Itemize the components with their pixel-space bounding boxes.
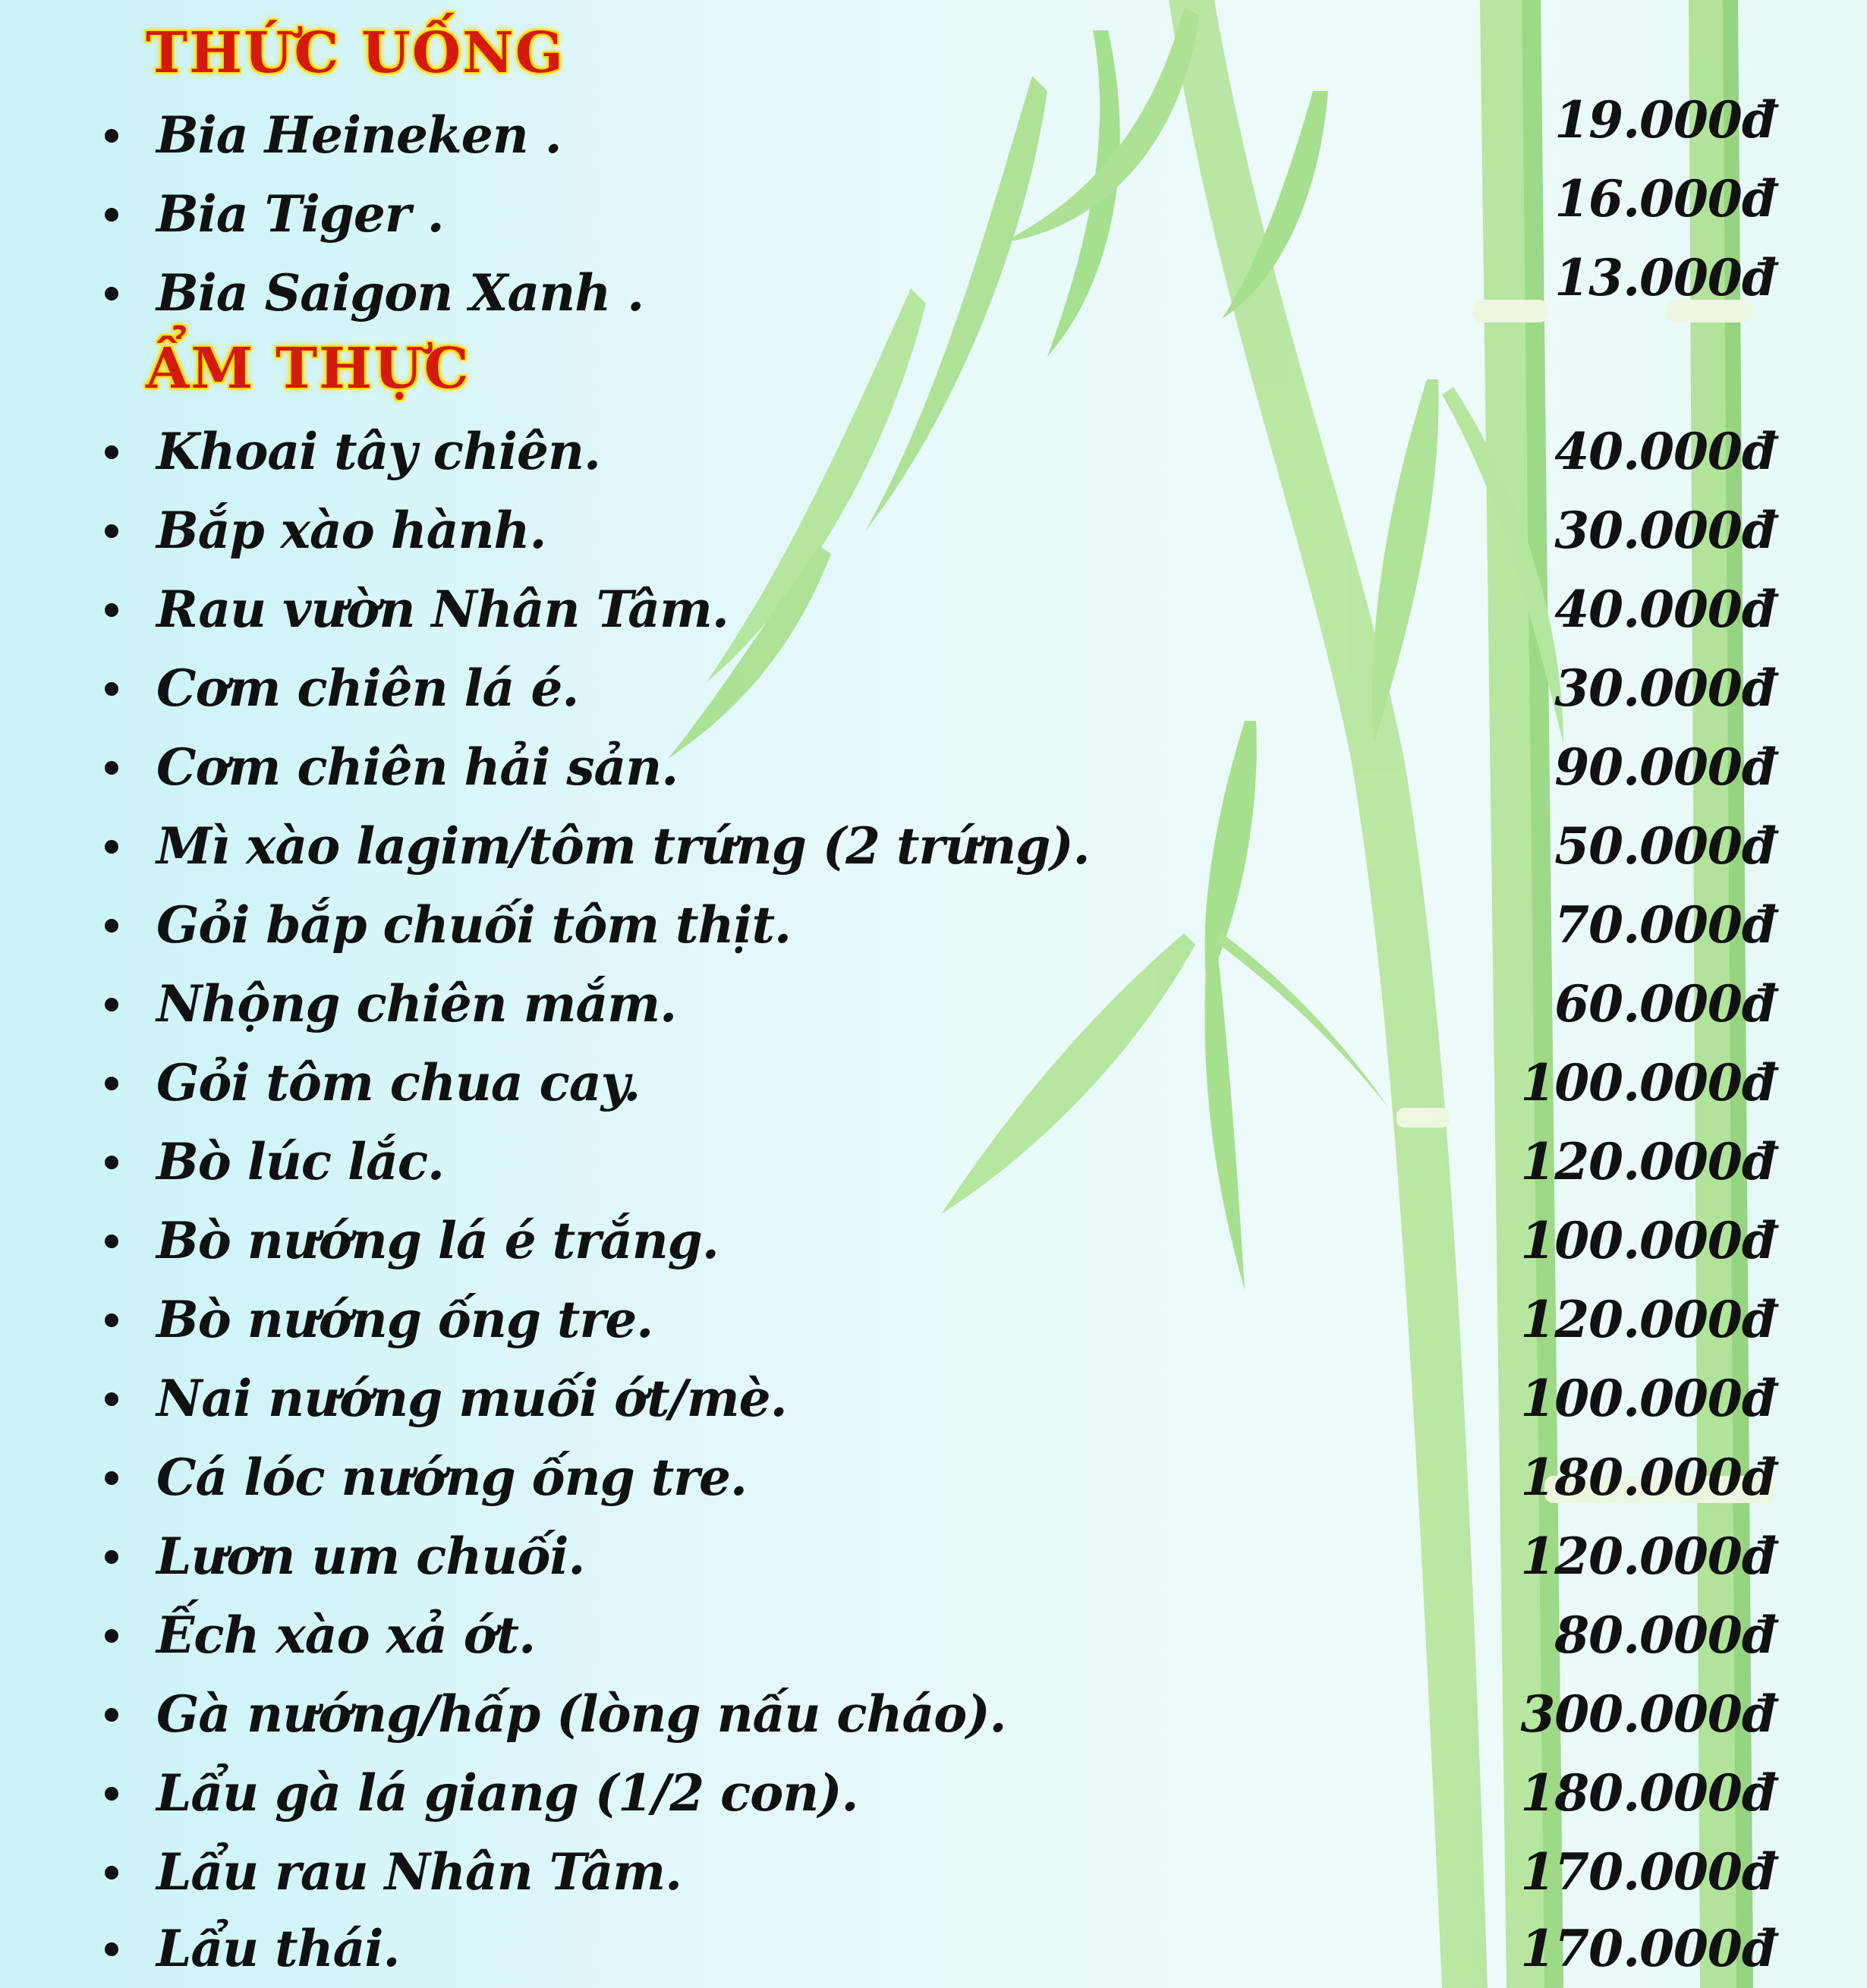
bullet-icon [105, 1392, 118, 1406]
bullet-icon [105, 1942, 118, 1956]
bullet-icon [105, 761, 118, 775]
menu-item [0, 248, 1867, 332]
bullet-icon [105, 603, 118, 617]
item-name: Bia Saigon Xanh . [156, 263, 644, 322]
item-name: Bò nướng lá é trắng. [156, 1211, 719, 1270]
menu-item [0, 1517, 1867, 1596]
item-name: Bia Tiger . [156, 184, 444, 244]
menu-item [0, 807, 1867, 885]
section-title-drinks: THỨC UỐNG [146, 20, 565, 86]
menu-item [0, 1832, 1867, 1911]
item-price: 300.000đ [1520, 1684, 1776, 1744]
menu-item [0, 412, 1867, 491]
menu-item [0, 1122, 1867, 1201]
item-price: 180.000đ [1520, 1448, 1776, 1507]
menu-item [0, 649, 1867, 728]
item-name: Cơm chiên lá é. [156, 659, 579, 718]
item-price: 120.000đ [1520, 1290, 1776, 1349]
menu-item [0, 728, 1867, 807]
bullet-icon [105, 1629, 118, 1643]
item-name: Cơm chiên hải sản. [156, 738, 678, 797]
item-price: 50.000đ [1554, 816, 1776, 876]
bullet-icon [105, 524, 118, 538]
item-price: 180.000đ [1520, 1763, 1776, 1823]
item-price: 120.000đ [1520, 1527, 1776, 1586]
bullet-icon [105, 1313, 118, 1327]
item-name: Nai nướng muối ớt/mè. [156, 1369, 787, 1428]
item-name: Gỏi bắp chuối tôm thịt. [156, 895, 792, 955]
item-price: 60.000đ [1554, 974, 1776, 1033]
menu-item [0, 1675, 1867, 1754]
bullet-icon [105, 682, 118, 696]
menu-item [0, 1201, 1867, 1280]
item-name: Bò lúc lắc. [156, 1132, 445, 1191]
bullet-icon [105, 445, 118, 459]
item-price: 100.000đ [1520, 1369, 1776, 1428]
bullet-icon [105, 840, 118, 854]
menu-item [0, 1754, 1867, 1832]
bullet-icon [105, 208, 118, 222]
item-name: Bia Heineken . [156, 105, 562, 165]
item-price: 70.000đ [1554, 895, 1776, 955]
item-price: 100.000đ [1520, 1053, 1776, 1112]
menu-item [0, 1043, 1867, 1122]
item-name: Khoai tây chiên. [156, 422, 600, 481]
bullet-icon [105, 1156, 118, 1169]
item-price: 120.000đ [1520, 1132, 1776, 1191]
item-name: Nhộng chiên mắm. [156, 974, 677, 1033]
item-name: Cá lóc nướng ống tre. [156, 1448, 747, 1507]
item-name: Ếch xào xả ớt. [156, 1606, 536, 1665]
bullet-icon [105, 1708, 118, 1722]
item-name: Gỏi tôm chua cay. [156, 1053, 641, 1112]
bullet-icon [105, 1787, 118, 1801]
item-name: Lẩu thái. [156, 1919, 400, 1978]
item-price: 90.000đ [1554, 738, 1776, 797]
item-price: 30.000đ [1554, 501, 1776, 560]
bullet-icon [105, 998, 118, 1011]
item-price: 40.000đ [1554, 422, 1776, 481]
bullet-icon [105, 1077, 118, 1090]
bullet-icon [105, 1471, 118, 1485]
bullet-icon [105, 1550, 118, 1564]
menu-item [0, 1596, 1867, 1675]
menu-item [0, 1280, 1867, 1359]
item-name: Lươn um chuối. [156, 1527, 585, 1586]
menu-item [0, 885, 1867, 964]
bullet-icon [105, 287, 118, 300]
bullet-icon [105, 919, 118, 933]
item-price: 30.000đ [1554, 659, 1776, 718]
bullet-icon [105, 1235, 118, 1248]
item-name: Rau vườn Nhân Tâm. [156, 580, 729, 639]
item-name: Lẩu rau Nhân Tâm. [156, 1842, 682, 1901]
item-name: Gà nướng/hấp (lòng nấu cháo). [156, 1684, 1006, 1744]
item-name: Lẩu gà lá giang (1/2 con). [156, 1763, 858, 1823]
bullet-icon [105, 129, 118, 143]
menu-item [0, 1438, 1867, 1517]
item-price: 16.000đ [1554, 169, 1776, 228]
section-title-food: ẨM THỰC [146, 336, 471, 401]
bullet-icon [105, 1866, 118, 1879]
menu-item [0, 491, 1867, 570]
menu-item [0, 964, 1867, 1043]
item-price: 170.000đ [1520, 1842, 1776, 1901]
item-name: Bò nướng ống tre. [156, 1290, 653, 1349]
item-price: 19.000đ [1554, 90, 1776, 149]
item-price: 80.000đ [1554, 1606, 1776, 1665]
item-name: Mì xào lagim/tôm trứng (2 trứng). [156, 816, 1090, 876]
menu-item [0, 1359, 1867, 1438]
item-price: 40.000đ [1554, 580, 1776, 639]
menu-item [0, 1909, 1867, 1988]
item-price: 170.000đ [1520, 1919, 1776, 1978]
menu-item [0, 570, 1867, 649]
item-price: 13.000đ [1554, 248, 1776, 307]
item-name: Bắp xào hành. [156, 501, 546, 560]
item-price: 100.000đ [1520, 1211, 1776, 1270]
